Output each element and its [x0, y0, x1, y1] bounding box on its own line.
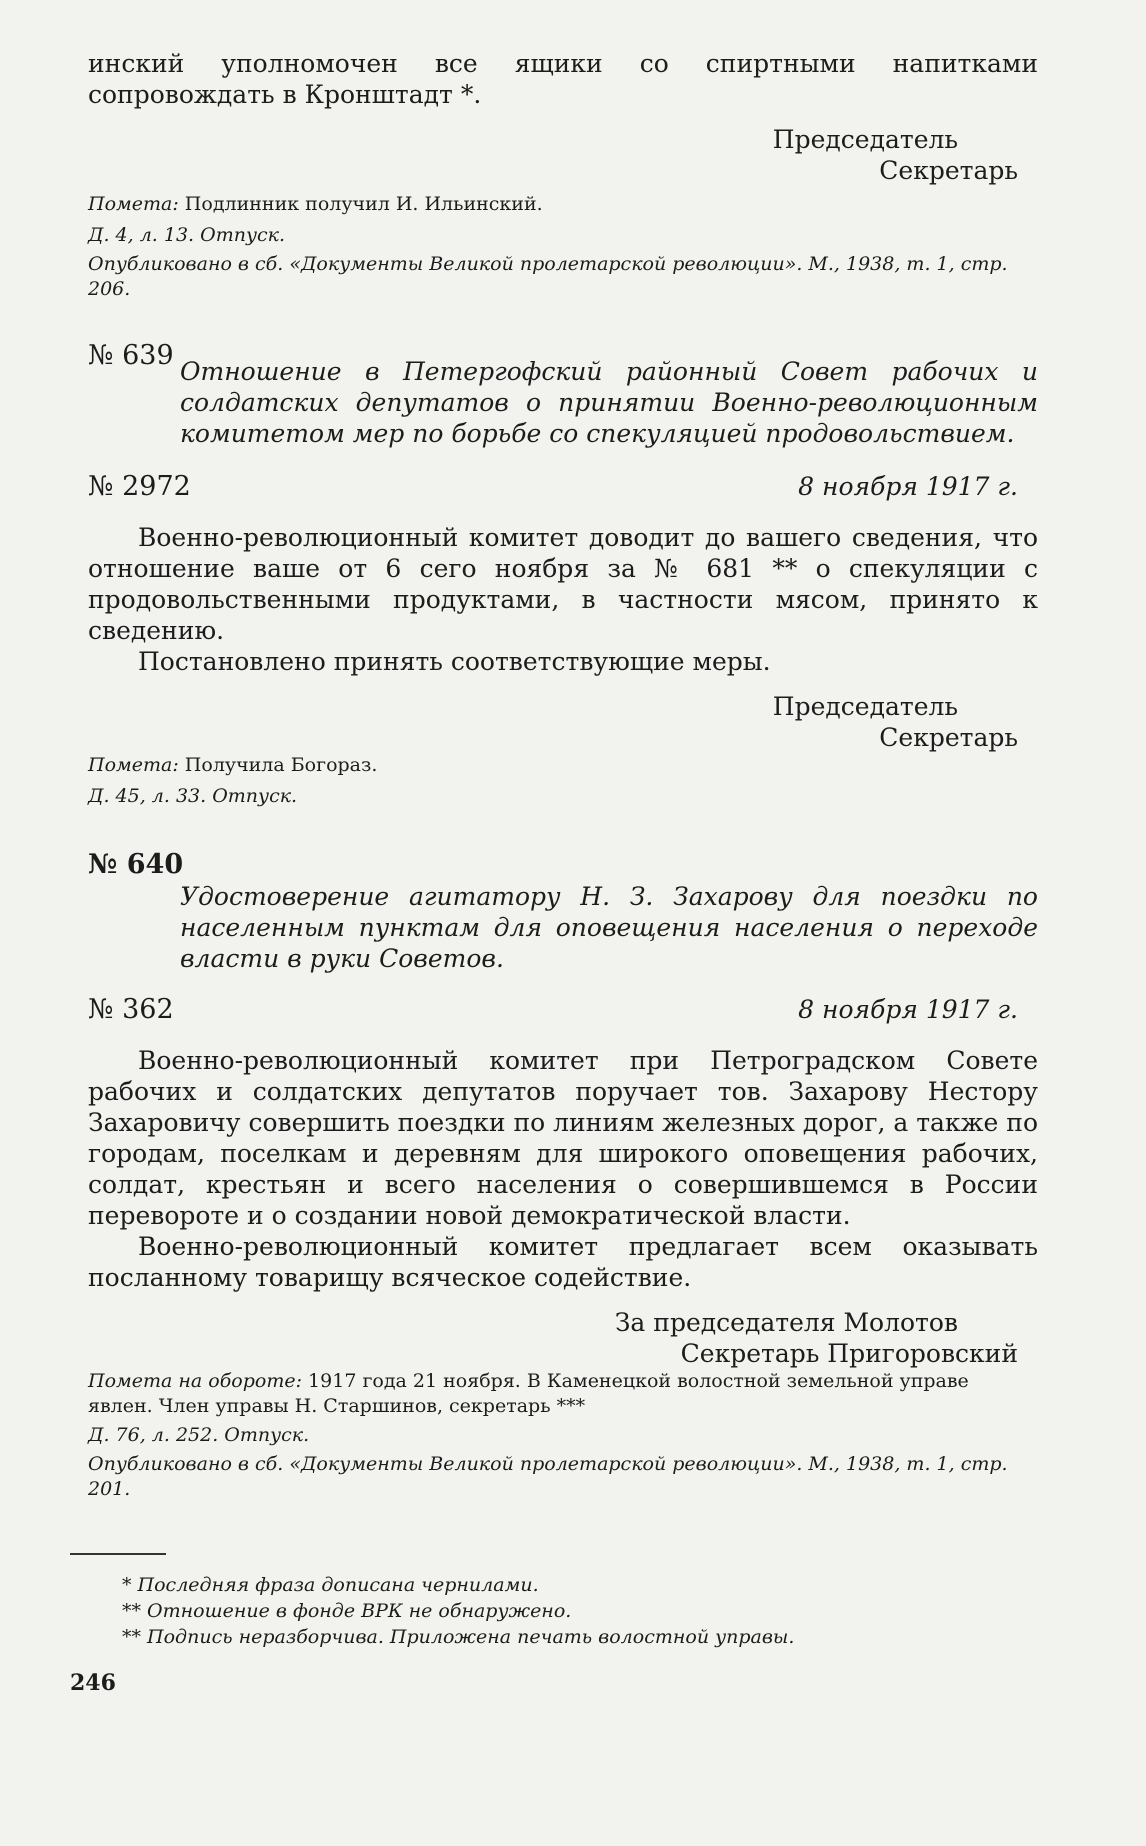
doc-639-paragraph-2: Постановлено принять соответствующие меры. — [138, 647, 771, 676]
doc-639-date: 8 ноября 1917 г. — [798, 472, 1018, 501]
doc-640-date: 8 ноября 1917 г. — [798, 995, 1018, 1024]
archive-reference: Д. 4, л. 13. Отпуск. — [88, 224, 286, 246]
doc-639-header — [88, 340, 1038, 449]
doc-639-note-text: Получила Богораз. — [178, 754, 378, 776]
doc-640-signature-secretary: Секретарь Пригоровский — [680, 1339, 1018, 1368]
doc-639-note-label: Помета: — [88, 754, 179, 776]
note-text: Подлинник получил И. Ильинский. — [178, 193, 543, 215]
continuation-paragraph: инский уполномочен все ящики со спиртными напитками сопровождать в Кронштадт *. — [88, 49, 1038, 109]
doc-639-number: № 639 — [88, 340, 174, 371]
doc-640-publication: Опубликовано в сб. «Документы Великой пролетарской революции». М., 1938, т. 1, стр. 201. — [88, 1453, 1008, 1500]
doc-640-paragraph-2: Военно-революционный комитет предлагает всем оказывать посланному товарищу всяческое содействие. — [88, 1232, 1038, 1292]
doc-639-title: Отношение в Петергофский районный Совет рабочих и солдатских депутатов о принятии Военно-революционным комитетом мер по борьбе со спекуляцией продовольствием. — [180, 357, 1038, 448]
footnote-3: ** Подпись неразборчива. Приложена печать волостной управы. — [122, 1626, 795, 1648]
doc-640-signature-chairman: За председателя Молотов — [614, 1308, 958, 1337]
doc-639-signature-secretary: Секретарь — [879, 723, 1018, 752]
footnotes — [122, 1572, 922, 1650]
doc-640-header — [88, 849, 1038, 974]
doc-640-note — [88, 1369, 1038, 1419]
note-line — [88, 192, 1038, 217]
doc-639-archive: Д. 45, л. 33. Отпуск. — [88, 785, 298, 807]
doc-639-note — [88, 753, 1038, 778]
doc-640-reg-number: № 362 — [88, 994, 174, 1025]
footnote-separator — [70, 1553, 166, 1555]
footnote-1: * Последняя фраза дописана чернилами. — [122, 1574, 539, 1596]
doc-640-paragraph-1: Военно-революционный комитет при Петроградском Совете рабочих и солдатских депутатов поручает тов. Захарову Нестору Захаровичу совершить поездки по линиям железных дорог, а также по городам, поселкам и деревням для широкого оповещения рабочих, солдат, крестьян и всего населения о совершившемся в России перевороте и о создании новой демократической власти. — [88, 1046, 1039, 1230]
doc-640-note-label: Помета на обороте: — [88, 1370, 303, 1392]
doc-639-paragraph-1: Военно-революционный комитет доводит до вашего сведения, что отношение ваше от 6 сего ноября за № 681 ** о спекуляции с продовольственными продуктами, в частности мясом, принято к сведению. — [88, 523, 1038, 645]
doc-640-title: Удостоверение агитатору Н. З. Захарову для поездки по населенным пунктам для оповещения населения о переходе власти в руки Советов. — [180, 882, 1038, 973]
signature-secretary: Секретарь — [879, 156, 1018, 185]
doc-640-date-line — [88, 976, 1038, 1025]
footnote-2: ** Отношение в фонде ВРК не обнаружено. — [122, 1600, 572, 1622]
note-label: Помета: — [88, 193, 179, 215]
doc-640-note-text: 1917 года 21 ноября. В Каменецкой волостной земельной управе явлен. Член управы Н. Старшинов, секретарь *** — [88, 1370, 969, 1417]
main-text — [88, 48, 1038, 1502]
signature-chairman: Председатель — [772, 125, 958, 154]
publication-reference: Опубликовано в сб. «Документы Великой пролетарской революции». М., 1938, т. 1, стр. 206. — [88, 253, 1008, 300]
doc-639-date-line — [88, 453, 1038, 502]
doc-639-reg-number: № 2972 — [88, 471, 191, 502]
doc-640-archive: Д. 76, л. 252. Отпуск. — [88, 1424, 310, 1446]
doc-639-signature-chairman: Председатель — [772, 692, 958, 721]
doc-640-number: № 640 — [88, 849, 184, 880]
page-number: 246 — [70, 1670, 116, 1696]
